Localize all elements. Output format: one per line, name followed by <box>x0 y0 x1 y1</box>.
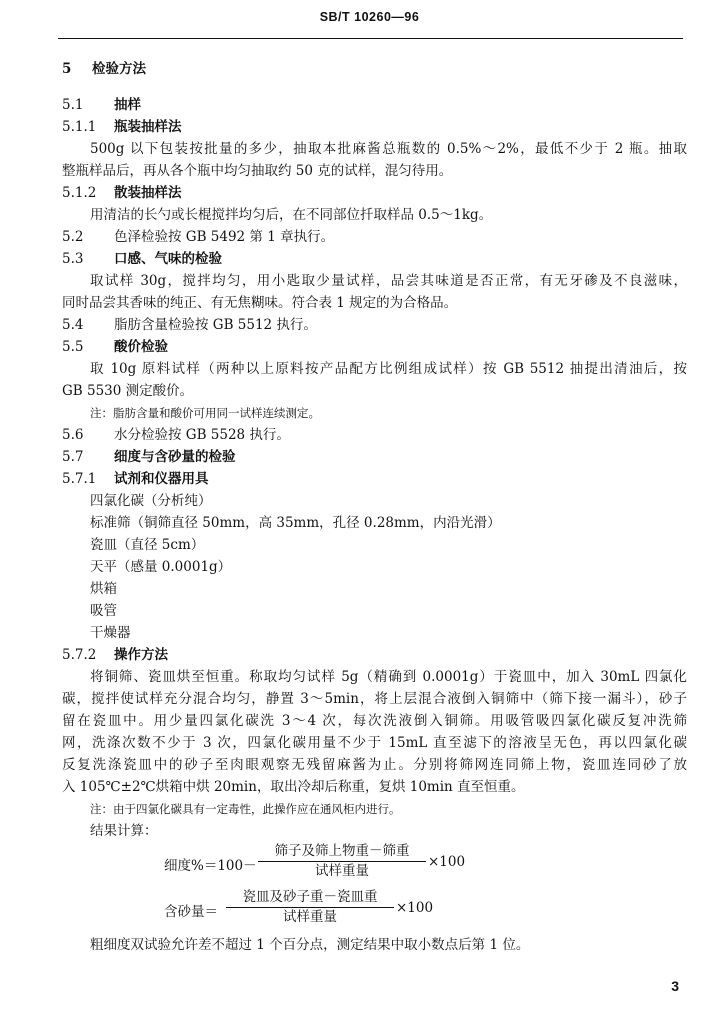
section-number: 5 <box>62 61 72 77</box>
formula-denominator: 试样重量 <box>315 863 369 879</box>
list-item: 干燥器 <box>90 625 131 641</box>
section-number: 5.5 <box>62 339 84 355</box>
section-5-1-heading <box>62 94 687 116</box>
section-5-6 <box>62 424 687 446</box>
section-number: 5.1.1 <box>62 119 97 135</box>
standard-code: SB/T 10260—96 <box>319 10 420 24</box>
section-text: 脂肪含量检验按 GB 5512 执行。 <box>114 317 317 333</box>
paragraph-line: GB 5530 测定酸价。 <box>62 383 194 399</box>
document-body <box>62 58 687 956</box>
section-5-heading <box>62 58 687 80</box>
formula-tail: ×100 <box>396 900 434 916</box>
formula-fineness <box>62 842 687 888</box>
list-item: 烘箱 <box>90 581 117 597</box>
section-number: 5.7.1 <box>62 471 97 487</box>
section-5-2 <box>62 226 687 248</box>
section-5-7-heading <box>62 446 687 468</box>
header-rule <box>58 38 683 39</box>
formula-tail: ×100 <box>428 854 466 870</box>
section-text: 色泽检验按 GB 5492 第 1 章执行。 <box>114 229 335 245</box>
paragraph-line: 取试样 30g，搅拌均匀，用小匙取少量试样，品尝其味道是否正常，有无牙碜及不良滋味， <box>90 273 687 289</box>
paragraph-line: 将铜筛、瓷皿烘至恒重。称取均匀试样 5g（精确到 0.0001g）于瓷皿中，加入 30mL 四氯化 <box>90 669 687 685</box>
paragraph-line: 取 10g 原料试样（两种以上原料按产品配方比例组成试样）按 GB 5512 抽提出清油后，按 <box>90 361 687 377</box>
section-5-1-1-heading <box>62 116 687 138</box>
section-number: 5.1.2 <box>62 185 97 201</box>
section-number: 5.6 <box>62 427 84 443</box>
section-title: 检验方法 <box>92 61 146 77</box>
list-item: 四氯化碳（分析纯） <box>90 493 212 509</box>
formula-lhs: 含砂量＝ <box>164 904 218 920</box>
section-title: 试剂和仪器用具 <box>114 471 209 487</box>
section-number: 5.2 <box>62 229 84 245</box>
section-title: 抽样 <box>114 97 141 113</box>
list-item: 天平（感量 0.0001g） <box>90 559 232 575</box>
paragraph-line: 同时品尝其香味的纯正、有无焦糊味。符合表 1 规定的为合格品。 <box>62 295 458 311</box>
section-title: 瓶装抽样法 <box>114 119 182 135</box>
section-5-7-1-heading <box>62 468 687 490</box>
list-item: 瓷皿（直径 5cm） <box>90 537 205 553</box>
paragraph-line: 留在瓷皿中。用少量四氯化碳洗 3～4 次，每次洗液倒入铜筛。用吸管吸四氯化碳反复冲洗筛 <box>62 713 687 729</box>
note: 注：由于四氯化碳具有一定毒性，此操作应在通风柜内进行。 <box>90 802 401 816</box>
section-text: 水分检验按 GB 5528 执行。 <box>114 427 290 443</box>
section-5-3-heading <box>62 248 687 270</box>
formula-denominator: 试样重量 <box>283 909 337 925</box>
section-5-7-2-heading <box>62 644 687 666</box>
section-title: 酸价检验 <box>114 339 168 355</box>
section-number: 5.3 <box>62 251 84 267</box>
section-number: 5.1 <box>62 97 84 113</box>
paragraph-line: 500g 以下包装按批量的多少，抽取本批麻酱总瓶数的 0.5%～2%，最低不少于 2 瓶。抽取 <box>90 141 687 157</box>
formula-numerator: 筛子及筛上物重－筛重 <box>258 842 426 862</box>
note: 注：脂肪含量和酸价可用同一试样连续测定。 <box>90 406 320 420</box>
calc-label: 结果计算： <box>90 823 158 839</box>
formula-fraction <box>226 888 394 927</box>
formula-sand-content <box>62 888 687 934</box>
section-title: 操作方法 <box>114 647 168 663</box>
section-title: 口感、气味的检验 <box>114 251 222 267</box>
page-header <box>58 10 681 36</box>
paragraph-line: 粗细度双试验允许差不超过 1 个百分点，测定结果中取小数点后第 1 位。 <box>90 937 530 953</box>
paragraph-line: 网，洗涤次数不少于 3 次，四氯化碳用量不少于 15mL 直至滤下的溶液呈无色，再以四氯化碳 <box>62 735 687 751</box>
paragraph-line: 入 105℃±2℃烘箱中烘 20min，取出冷却后称重，复烘 10min 直至恒重。 <box>62 779 525 795</box>
page-number: 3 <box>671 978 679 994</box>
section-5-4 <box>62 314 687 336</box>
list-item: 标准筛（铜筛直径 50mm，高 35mm，孔径 0.28mm，内沿光滑） <box>90 515 501 531</box>
list-item: 吸管 <box>90 603 117 619</box>
paragraph-line: 反复洗涤瓷皿中的砂子至肉眼观察无残留麻酱为止。分别将筛网连同筛上物，瓷皿连同砂了放 <box>62 757 687 773</box>
paragraph-line: 碳，搅拌使试样充分混合均匀，静置 3～5min，将上层混合液倒入铜筛中（筛下接一漏斗），砂子 <box>62 691 687 707</box>
formula-numerator: 瓷皿及砂子重－瓷皿重 <box>226 888 394 908</box>
formula-lhs: 细度%＝100－ <box>164 858 257 874</box>
paragraph-line: 整瓶样品后，再从各个瓶中均匀抽取约 50 克的试样，混匀待用。 <box>62 163 453 179</box>
section-5-5-heading <box>62 336 687 358</box>
section-number: 5.7 <box>62 449 84 465</box>
paragraph-line: 用清洁的长勺或长棍搅拌均匀后，在不同部位扦取样品 0.5～1kg。 <box>90 207 493 223</box>
section-title: 散装抽样法 <box>114 185 182 201</box>
formula-fraction <box>258 842 426 881</box>
section-5-1-2-heading <box>62 182 687 204</box>
section-title: 细度与含砂量的检验 <box>114 449 236 465</box>
section-number: 5.4 <box>62 317 84 333</box>
section-number: 5.7.2 <box>62 647 97 663</box>
